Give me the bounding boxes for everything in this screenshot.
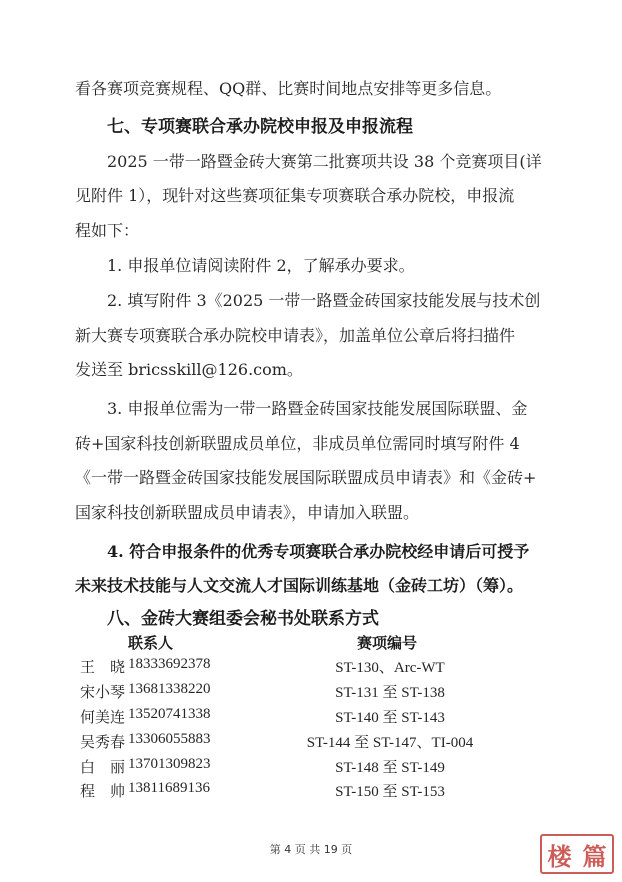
contact-phone: 13681338220 bbox=[128, 681, 211, 697]
step-2-line-2: 新大赛专项赛联合承办院校申请表》，加盖单位公章后将扫描件 bbox=[75, 326, 516, 345]
contact-column-header: 联系人 bbox=[128, 634, 174, 652]
table-row bbox=[0, 656, 622, 680]
code-column-header: 赛项编号 bbox=[357, 634, 418, 652]
paragraph-continuation: 看各赛项竞赛规程、QQ群、比赛时间地点安排等更多信息。 bbox=[75, 79, 502, 98]
contact-phone: 13701309823 bbox=[128, 756, 211, 772]
section-heading-8: 八、金砖大赛组委会秘书处联系方式 bbox=[107, 609, 379, 629]
contact-name: 白 丽 bbox=[80, 758, 126, 776]
table-row bbox=[0, 706, 622, 730]
step-2-line-1: 2. 填写附件 3《2025 一带一路暨金砖国家技能发展与技术创 bbox=[107, 291, 541, 310]
step-3-line-4: 国家科技创新联盟成员申请表》，申请加入联盟。 bbox=[75, 503, 420, 522]
table-row bbox=[0, 731, 622, 755]
watermark-seal bbox=[540, 834, 614, 874]
step-3-line-3: 《一带一路暨金砖国家技能发展国际联盟成员申请表》和《金砖+ bbox=[75, 468, 537, 487]
seal-char: 篇 bbox=[582, 841, 607, 871]
step-2-line-3: 发送至 bricsskill@126.com。 bbox=[75, 360, 303, 379]
contest-code: ST-140 至 ST-143 bbox=[335, 710, 445, 726]
contact-phone: 13306055883 bbox=[128, 731, 211, 747]
step-4-line-2: 未来技术技能与人文交流人才国际训练基地（金砖工坊）（筹）。 bbox=[75, 576, 524, 595]
step-3-line-2: 砖+国家科技创新联盟成员单位，非成员单位需同时填写附件 4 bbox=[75, 434, 520, 453]
step-1: 1. 申报单位请阅读附件 2，了解承办要求。 bbox=[107, 256, 415, 275]
contact-name: 吴秀春 bbox=[80, 733, 126, 751]
contact-name: 王 晓 bbox=[80, 658, 126, 676]
contact-phone: 18333692378 bbox=[128, 656, 211, 672]
contact-name: 宋小琴 bbox=[80, 683, 126, 701]
contact-name: 程 帅 bbox=[80, 782, 126, 800]
contest-code: ST-131 至 ST-138 bbox=[335, 685, 445, 701]
seal-char: 楼 bbox=[547, 841, 572, 871]
table-row bbox=[0, 681, 622, 705]
contest-code: ST-150 至 ST-153 bbox=[335, 784, 445, 800]
contest-code: ST-130、Arc-WT bbox=[335, 660, 445, 676]
contest-code: ST-148 至 ST-149 bbox=[335, 760, 445, 776]
contact-name: 何美连 bbox=[80, 708, 126, 726]
intro-line-3: 程如下： bbox=[75, 221, 140, 240]
section-heading-7: 七、专项赛联合承办院校申报及申报流程 bbox=[107, 117, 413, 137]
contest-code: ST-144 至 ST-147、TI-004 bbox=[306, 735, 474, 751]
intro-line-1: 2025 一带一路暨金砖大赛第二批赛项共设 38 个竞赛项目(详 bbox=[107, 152, 542, 171]
contact-phone: 13520741338 bbox=[128, 706, 211, 722]
contact-phone: 13811689136 bbox=[128, 780, 210, 796]
table-row bbox=[0, 780, 622, 804]
table-row bbox=[0, 756, 622, 780]
step-3-line-1: 3. 申报单位需为一带一路暨金砖国家技能发展国际联盟、金 bbox=[107, 399, 528, 418]
intro-line-2: 见附件 1），现针对这些赛项征集专项赛联合承办院校，申报流 bbox=[75, 186, 515, 205]
page-number-footer: 第 4 页 共 19 页 bbox=[269, 843, 353, 856]
step-4-line-1: 4. 符合申报条件的优秀专项赛联合承办院校经申请后可授予 bbox=[107, 542, 530, 561]
